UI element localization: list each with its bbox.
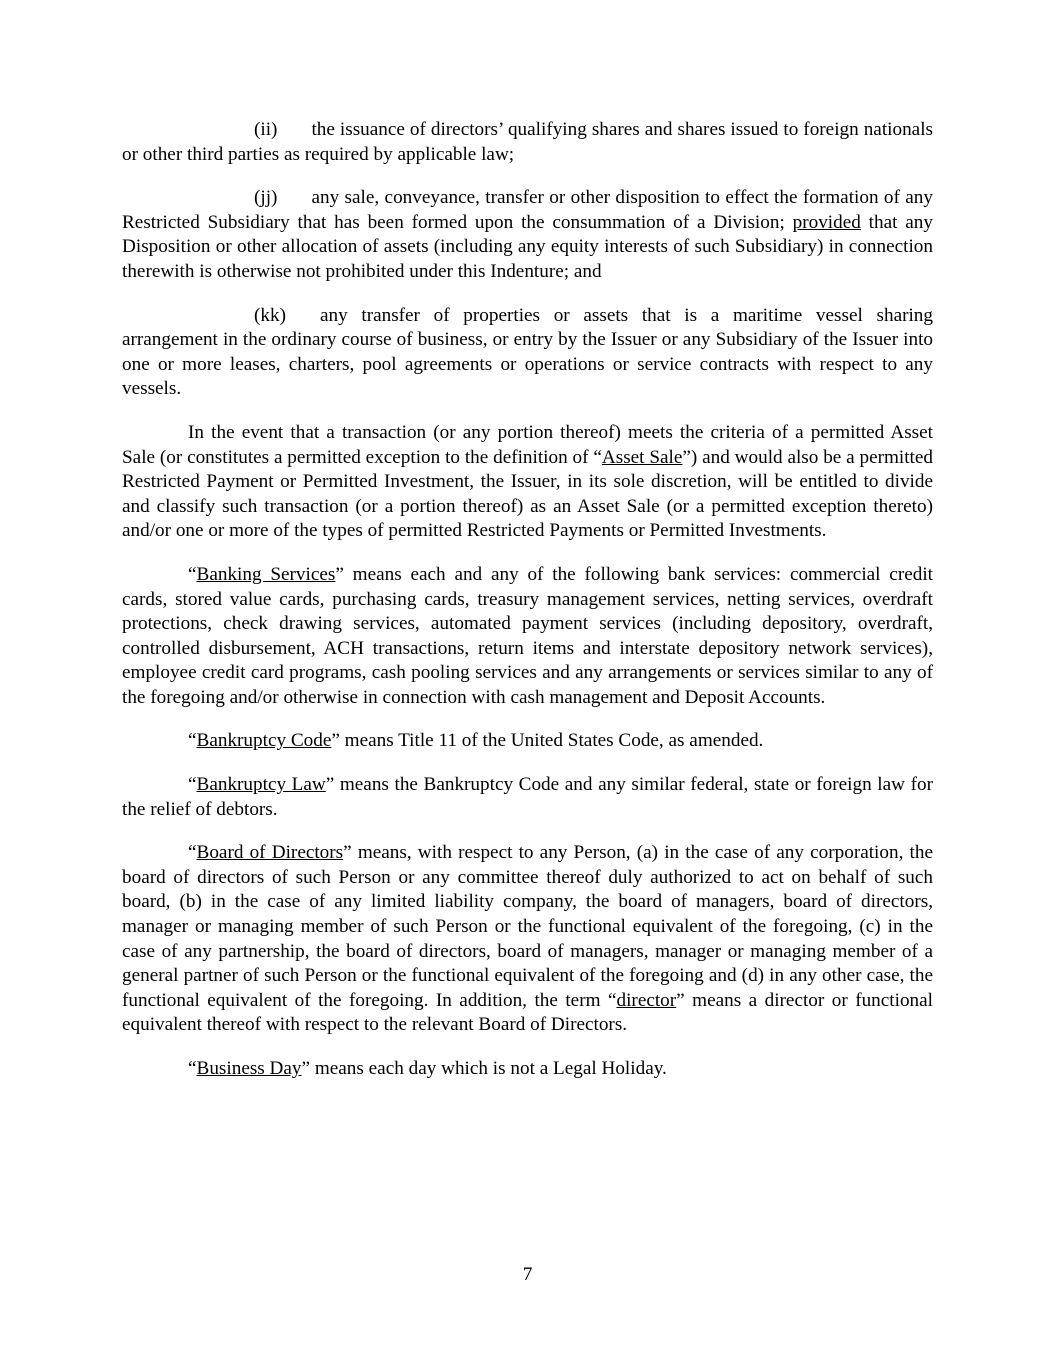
board-of-directors-quote-open: “ [188, 842, 197, 864]
asset-sale-text-after: ”) and would also be a permitted Restricted Payment or Permitted Investment, the Issuer, in its sole discretion, will be entitled to divide and classify such transaction (or a portion thereof) as an Asset Sale (or a permitted exception thereto) and/or one or more of the types of permitted Restricted Payments or Permitted Investments. [122, 446, 933, 542]
clause-label-jj: (jj) [254, 187, 278, 209]
banking-services-term: Banking Services [196, 563, 336, 585]
clause-text-ii: the issuance of directors’ qualifying shares and shares issued to foreign nationals or other third parties as required by applicable law; [122, 119, 933, 165]
asset-sale-text-before: In the event that a transaction (or any portion thereof) meets the criteria of a permitted Asset Sale (or constitutes a permitted exception to the definition of “ [122, 421, 933, 468]
bankruptcy-code-text: ” means Title 11 of the United States Code, as amended. [331, 730, 764, 752]
paragraph-asset-sale-classification [122, 421, 933, 544]
definition-business-day [122, 1057, 933, 1082]
clause-text-jj-before: any sale, conveyance, transfer or other disposition to effect the formation of any Restricted Subsidiary that has been formed upon the consummation of a Division; [122, 187, 933, 233]
bankruptcy-law-text: ” means the Bankruptcy Code and any similar federal, state or foreign law for the relief of debtors. [122, 774, 933, 820]
definition-board-of-directors [122, 841, 933, 1038]
clause-text-jj-after: that any Disposition or other allocation of assets (including any equity interests of such Subsidiary) in connection therewith is otherwise not prohibited under this Indenture; and [122, 211, 933, 282]
business-day-quote-open: “ [188, 1058, 197, 1079]
business-day-term: Business Day [196, 1058, 302, 1079]
asset-sale-underlined-term: Asset Sale [601, 446, 683, 468]
definition-bankruptcy-law [122, 773, 933, 822]
definition-bankruptcy-code [122, 729, 933, 754]
director-term: director [616, 989, 677, 1011]
clause-label-kk: (kk) [254, 304, 286, 326]
board-of-directors-text: ” means, with respect to any Person, (a) in the case of any corporation, the board of directors of such Person or any committee thereof duly authorized to act on behalf of such board, (b) in the case of any limited liability company, the board of managers, board of directors, manager or managing member of such Person or the functional equivalent of the foregoing, (c) in the case of any partnership, the board of directors, board of managers, manager or managing member of a general partner of such Person or the functional equivalent of the foregoing and (d) in any other case, the functional equivalent of the foregoing. In addition, the term “ [122, 842, 933, 1011]
banking-services-text: ” means each and any of the following bank services: commercial credit cards, stored value cards, purchasing cards, treasury management services, netting services, overdraft protections, check drawing services, automated payment services (including depository, overdraft, controlled disbursement, ACH transactions, return items and interstate depository network services), employee credit card programs, cash pooling services and any arrangements or services similar to any of the foregoing and/or otherwise in connection with cash management and Deposit Accounts. [122, 563, 933, 708]
board-of-directors-term: Board of Directors [196, 842, 344, 864]
bankruptcy-law-term: Bankruptcy Law [196, 774, 326, 796]
banking-services-quote-open: “ [188, 563, 197, 585]
clause-text-kk: any transfer of properties or assets that is a maritime vessel sharing arrangement in the ordinary course of business, or entry by the Issuer or any Subsidiary of the Issuer into one or more leases, charters, pool agreements or operations or service contracts with respect to any vessels. [122, 304, 933, 400]
definition-banking-services [122, 563, 933, 711]
clause-ii [122, 118, 933, 167]
page-number: 7 [522, 1264, 533, 1285]
clause-jj [122, 186, 933, 284]
bankruptcy-law-quote-open: “ [188, 774, 197, 796]
bankruptcy-code-term: Bankruptcy Code [196, 730, 332, 752]
clause-jj-underlined-term: provided [792, 211, 861, 233]
business-day-text: ” means each day which is not a Legal Holiday. [301, 1058, 667, 1079]
clause-kk [122, 304, 933, 402]
clause-label-ii: (ii) [254, 119, 278, 140]
bankruptcy-code-quote-open: “ [188, 730, 197, 752]
board-of-directors-text-end: ” means a director or functional equivalent thereof with respect to the relevant Board of Directors. [122, 989, 933, 1036]
